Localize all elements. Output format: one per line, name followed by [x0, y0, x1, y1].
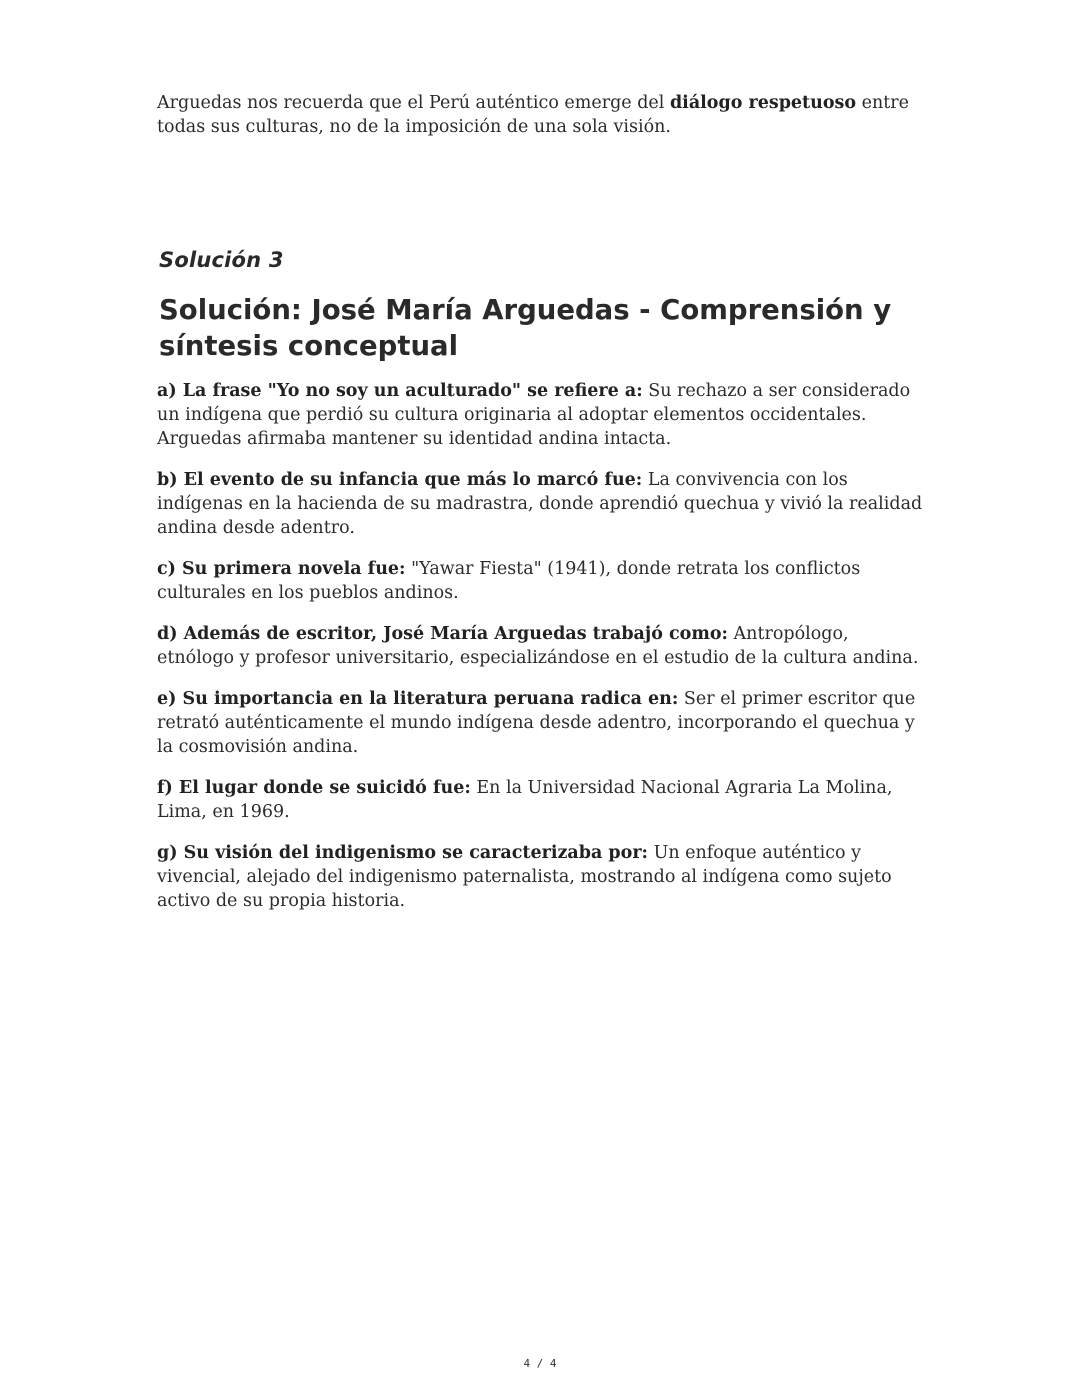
answer-text: "Yawar Fiesta" (1941), donde retrata los conflictos culturales en los pueblos andinos. [157, 559, 861, 603]
answer-lead: f) El lugar donde se suicidó fue: [157, 778, 471, 798]
intro-text-after: entre todas sus culturas, no de la imposición de una sola visión. [157, 93, 910, 137]
answer-e [157, 687, 927, 759]
answer-b [157, 468, 927, 540]
intro-paragraph [157, 91, 927, 139]
answer-lead: d) Además de escritor, José María Arguedas trabajó como: [157, 624, 728, 644]
section-label: Solución 3 [159, 248, 284, 272]
answer-text: Su rechazo a ser considerado un indígena que perdió su cultura originaria al adoptar elementos occidentales. Arguedas afirmaba mantener su identidad andina intacta. [157, 381, 911, 449]
answer-d [157, 622, 927, 670]
answer-lead: e) Su importancia en la literatura peruana radica en: [157, 689, 679, 709]
section-title: Solución: José María Arguedas - Comprensión y síntesis conceptual [159, 294, 892, 362]
answers-list [157, 379, 927, 930]
page-number: 4 / 4 [523, 1357, 557, 1370]
answer-f [157, 776, 927, 824]
answer-lead: g) Su visión del indigenismo se caracterizaba por: [157, 843, 649, 863]
answer-g [157, 841, 927, 913]
answer-text: Un enfoque auténtico y vivencial, alejado del indigenismo paternalista, mostrando al indígena como sujeto activo de su propia historia. [157, 843, 892, 911]
answer-a [157, 379, 927, 451]
intro-text-bold: diálogo respetuoso [669, 93, 857, 113]
answer-text: La convivencia con los indígenas en la hacienda de su madrastra, donde aprendió quechua y vivió la realidad andina desde adentro. [157, 470, 923, 538]
answer-text: Ser el primer escritor que retrató auténticamente el mundo indígena desde adentro, incorporando el quechua y la cosmovisión andina. [157, 689, 916, 757]
answer-lead: b) El evento de su infancia que más lo marcó fue: [157, 470, 643, 490]
answer-text: En la Universidad Nacional Agraria La Molina, Lima, en 1969. [157, 778, 893, 822]
answer-c [157, 557, 927, 605]
answer-lead: c) Su primera novela fue: [157, 559, 406, 579]
answer-lead: a) La frase "Yo no soy un aculturado" se refiere a: [157, 381, 643, 401]
intro-text-before: Arguedas nos recuerda que el Perú auténtico emerge del [157, 93, 670, 113]
answer-text: Antropólogo, etnólogo y profesor universitario, especializándose en el estudio de la cultura andina. [157, 624, 919, 668]
